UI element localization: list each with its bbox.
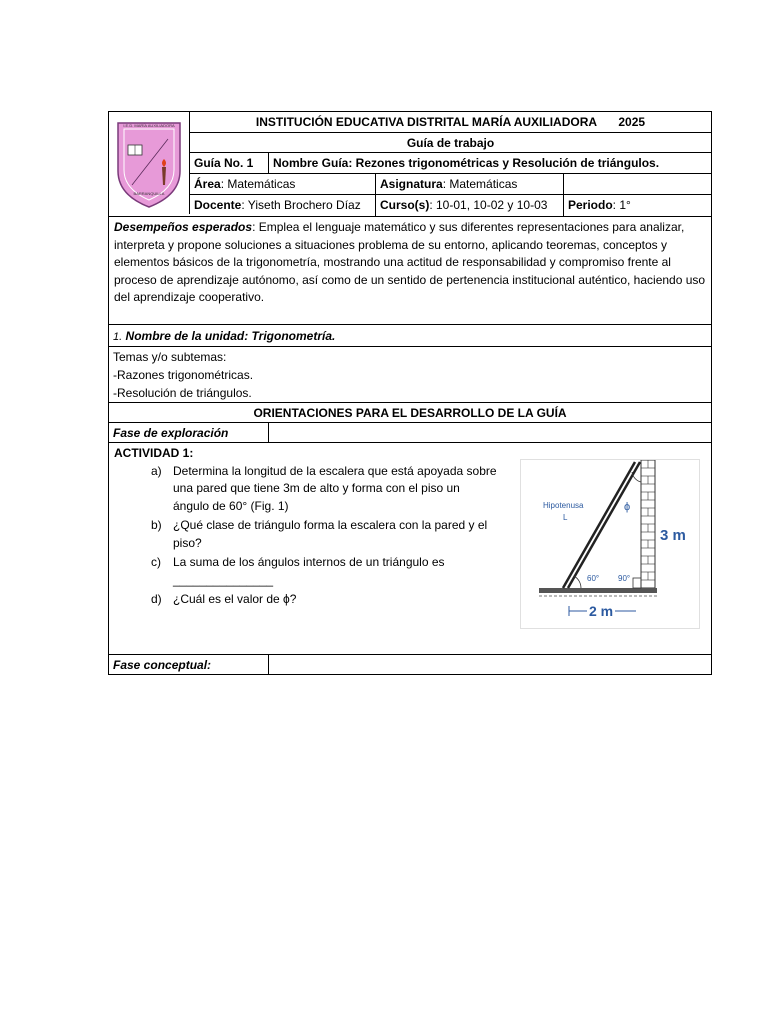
topic-item: -Razones trigonométricas.: [113, 368, 254, 382]
period-value: : 1°: [612, 198, 631, 212]
topic-item: -Resolución de triángulos.: [113, 386, 252, 400]
performance-text: : Emplea el lenguaje matemático y sus diferentes representaciones para analizar, interpreta y propone soluciones a situaciones problema de su entorno, aplicando teoremas, conceptos y elementos básicos de la trigonometría, mostrando una actitud de responsabilidad y compromiso frente al proceso de aprendizaje autónomo, así como de un sentido de pertenencia institucional auténtico, haciendo uso del aprendizaje cooperativo.: [114, 220, 706, 304]
orientations-title: ORIENTACIONES PARA EL DESARROLLO DE LA GUÍA: [253, 406, 567, 420]
teacher-row: [190, 195, 711, 216]
performance-cell: [109, 217, 711, 324]
teacher-label: Docente: [194, 198, 242, 212]
unit-name: Nombre de la unidad: Trigonometría.: [125, 329, 336, 343]
subject-label: Asignatura: [380, 177, 443, 191]
courses-value: : 10-01, 10-02 y 10-03: [429, 198, 548, 212]
area-cell: [190, 174, 376, 194]
logo-bottom-text: BARRANQUILLA: [133, 191, 165, 196]
performance-label: Desempeños esperados: [114, 220, 253, 234]
courses-cell: [376, 195, 564, 216]
conceptual-row: [108, 655, 712, 675]
logo-top-text: I.E.D. MARÍA AUXILIADORA: [123, 123, 175, 128]
phi-label: ϕ: [624, 501, 631, 513]
brick-wall-icon: [641, 460, 655, 588]
ladder-icon: [563, 462, 640, 588]
guide-subtitle: Guía de trabajo: [406, 136, 495, 150]
ladder-figure: [520, 459, 700, 629]
activity-list: [151, 463, 499, 609]
header-right: [190, 112, 711, 216]
base-label: 2 m: [589, 603, 614, 619]
subject-cell: [376, 174, 564, 194]
topics-heading: Temas y/o subtemas:: [113, 350, 227, 364]
header-block: [108, 111, 712, 217]
area-row: [190, 174, 711, 195]
guide-row: [190, 153, 711, 174]
height-label: 3 m: [660, 527, 686, 544]
activity-item: b) ¿Qué clase de triángulo forma la escalera con la pared y el piso?: [151, 518, 488, 550]
activity-item: c) La suma de los ángulos internos de un triángulo es _______________: [151, 555, 445, 587]
activity-row: [108, 443, 712, 655]
activity-item: d) ¿Cuál es el valor de ϕ?: [151, 592, 297, 606]
unit-row: [108, 325, 712, 347]
guide-number-cell: [190, 153, 269, 173]
period-label: Periodo: [568, 198, 613, 212]
subtitle-row: [190, 133, 711, 153]
institution-name: INSTITUCIÓN EDUCATIVA DISTRITAL MARÍA AUXILIADORA: [255, 115, 598, 129]
orientations-row: [108, 403, 712, 423]
area-label: Área: [194, 177, 221, 191]
guide-name-cell: [269, 153, 711, 173]
hypotenuse-label: Hipotenusa: [543, 501, 584, 510]
empty-cell: [564, 174, 711, 194]
topics-row: [108, 347, 712, 403]
hypotenuse-symbol: L: [563, 513, 568, 522]
period-cell: [564, 195, 711, 216]
exploration-row: [108, 423, 712, 443]
courses-label: Curso(s): [380, 198, 430, 212]
performance-row: [108, 217, 712, 325]
orientations-cell: [109, 403, 711, 422]
school-logo-icon: [112, 115, 186, 211]
area-value: : Matemáticas: [220, 177, 296, 191]
teacher-value: : Yiseth Brochero Díaz: [241, 198, 361, 212]
logo-cell: [109, 112, 190, 214]
conceptual-label: Fase conceptual:: [109, 655, 269, 674]
angle-90-label: 90°: [618, 574, 631, 583]
guide-number: Guía No. 1: [194, 156, 254, 170]
guide-document: [108, 111, 712, 675]
activity-item: a) Determina la longitud de la escalera que está apoyada sobre una pared que tiene 3m de alto y forma con el piso un ángulo de 60° (Fig. 1): [151, 463, 497, 513]
activity-cell: [109, 443, 504, 654]
unit-cell: [109, 325, 339, 346]
teacher-cell: [190, 195, 376, 216]
unit-number: 1.: [113, 331, 123, 343]
subject-value: : Matemáticas: [442, 177, 518, 191]
conceptual-empty: [269, 655, 711, 674]
activity-title: ACTIVIDAD 1:: [114, 446, 194, 460]
ground: [539, 588, 657, 593]
exploration-label: Fase de exploración: [109, 423, 269, 442]
guide-name: Nombre Guía: Rezones trigonométricas y Resolución de triángulos.: [273, 156, 660, 170]
angle-60-label: 60°: [587, 574, 600, 583]
year: 2025: [618, 115, 646, 129]
topics-cell: [109, 347, 257, 402]
exploration-empty: [269, 423, 711, 442]
institution-row: [190, 112, 711, 133]
